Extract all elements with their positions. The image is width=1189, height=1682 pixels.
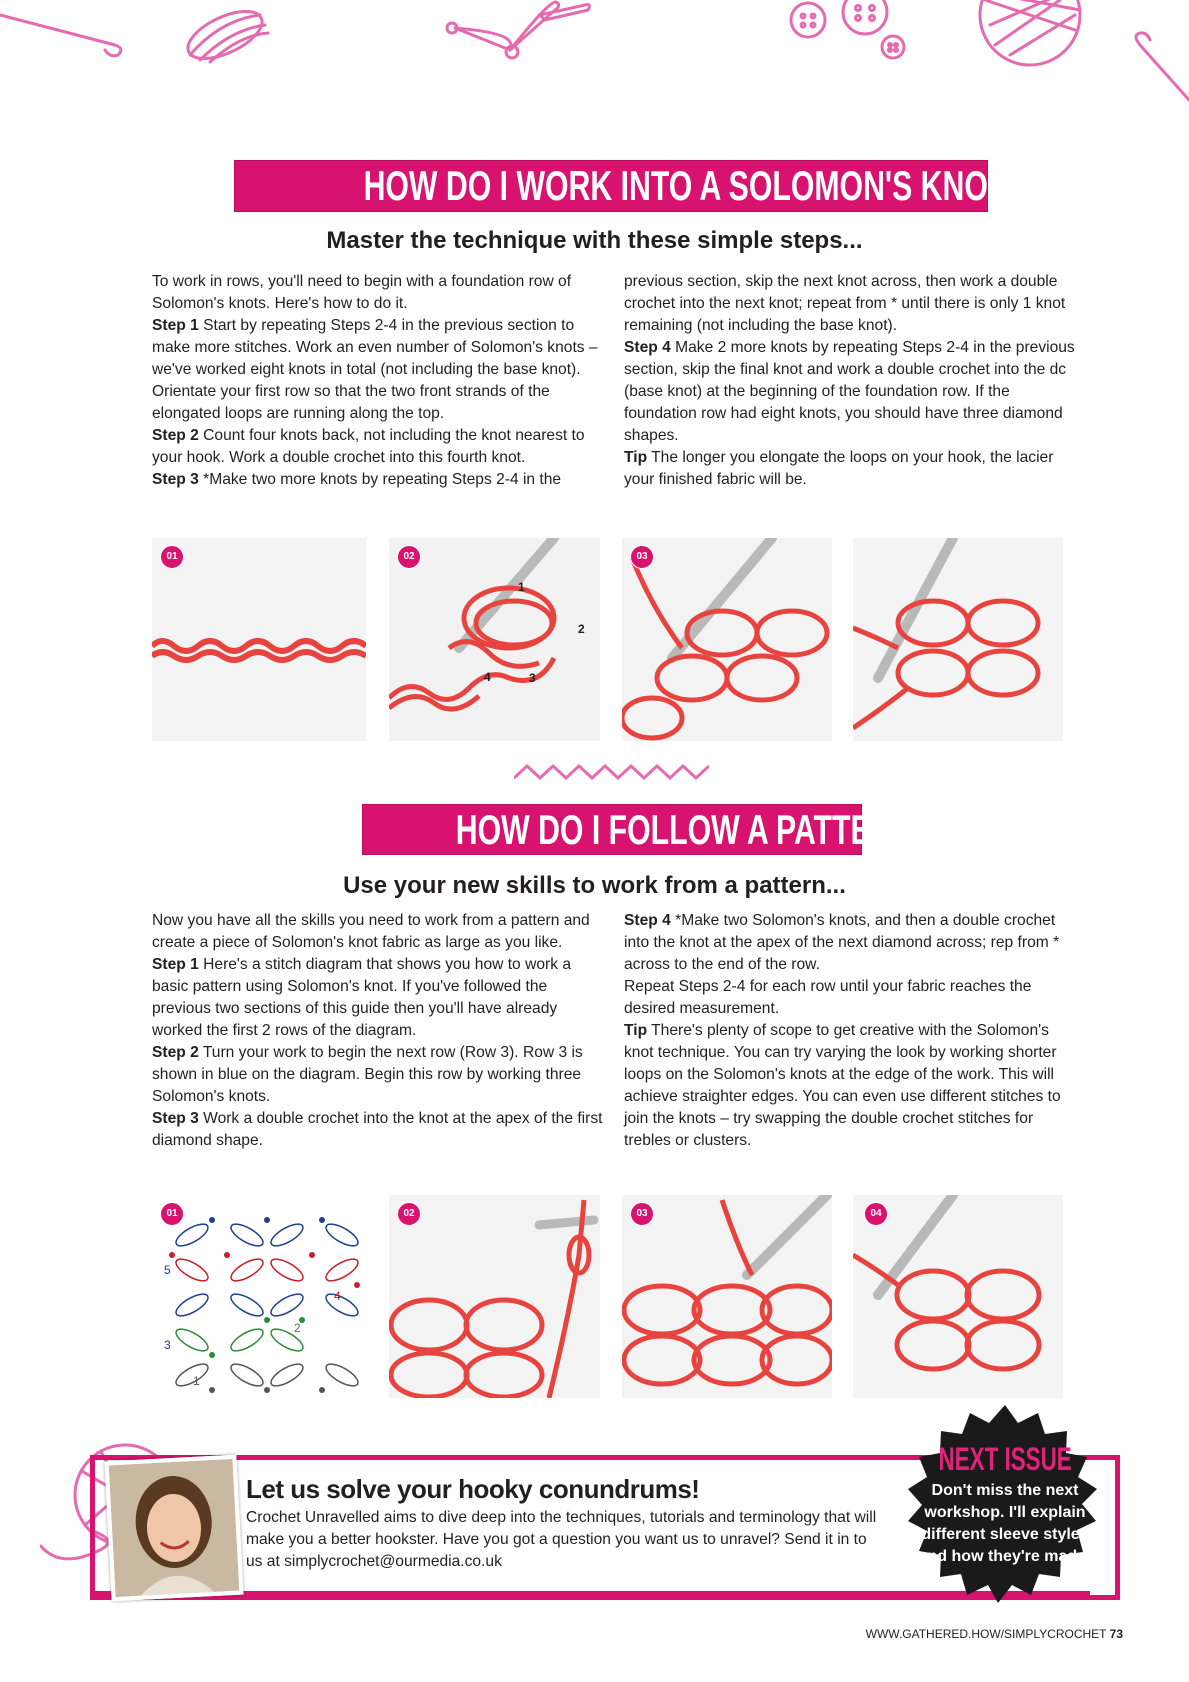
paragraph: Now you have all the skills you need to work from a pattern and create a piece of Solomon's knot fabric as large as you like. xyxy=(152,912,590,951)
paragraph: Step 2 Turn your work to begin the next row (Row 3). Row 3 is shown in blue on the diagram. Begin this row by working three Solomon's knots. xyxy=(152,1044,583,1105)
author-photo xyxy=(104,1455,243,1602)
crochet-hook-icon xyxy=(1136,33,1189,100)
step-photo-02 xyxy=(389,538,600,741)
step-badge: 02 xyxy=(397,1202,421,1226)
paragraph: Step 1 Start by repeating Steps 2-4 in the previous section to make more stitches. Work an even number of Solomon's knots – we've worked eight knots in total (not including the base knot). Orientate your first row so that the two front strands of the elongated loops are running along the top. xyxy=(152,317,598,422)
section2-heading: HOW DO I FOLLOW A PATTERN? xyxy=(363,805,861,854)
step-photo-04 xyxy=(853,538,1063,741)
paragraph: Step 3 *Make two more knots by repeating Steps 2-4 in the xyxy=(152,471,562,488)
safety-pin-icon xyxy=(447,23,512,49)
promo-title: Let us solve your hooky conundrums! xyxy=(246,1474,700,1504)
step-photo-03 xyxy=(622,538,832,741)
diagram-label: 2 xyxy=(578,622,585,636)
step-photo-02 xyxy=(389,1195,600,1398)
paragraph: Tip There's plenty of scope to get creative with the Solomon's knot technique. You can try varying the look by working shorter loops on the Solomon's knots at the edge of the work. This will achieve straighter edges. You can even use different stitches to join the knots – try swapping the double crochet stitches for trebles or clusters. xyxy=(624,1022,1061,1149)
header-doodles xyxy=(0,0,1189,110)
button-icon xyxy=(882,36,904,58)
paragraph: Repeat Steps 2-4 for each row until your fabric reaches the desired measurement. xyxy=(624,978,1032,1017)
diagram-row-label: 1 xyxy=(193,1374,200,1388)
section1-heading: HOW DO I WORK INTO A SOLOMON'S KNOT? xyxy=(235,161,987,211)
button-icon xyxy=(843,0,887,34)
step-badge: 01 xyxy=(160,1202,184,1226)
step-badge: 02 xyxy=(397,545,421,569)
step-photo-04 xyxy=(853,1195,1063,1398)
paragraph: Step 3 Work a double crochet into the knot at the apex of the first diamond shape. xyxy=(152,1110,603,1149)
promo-text: Crochet Unravelled aims to dive deep into the techniques, tutorials and terminology that will make you a better hookster. Have you got a question you want us to unravel? Send it in to us at simplycrochet@ourmedia.co.uk xyxy=(246,1509,877,1570)
diagram-label: 4 xyxy=(484,670,491,684)
section2-subheading: Use your new skills to work from a pattern... xyxy=(343,872,846,899)
paragraph: To work in rows, you'll need to begin with a foundation row of Solomon's knots. Here's how to do it. xyxy=(152,273,572,312)
diagram-row-label: 4 xyxy=(334,1289,341,1303)
paragraph: previous section, skip the next knot across, then work a double crochet into the next knot; repeat from * until there is only 1 knot remaining (not including the base knot). xyxy=(624,273,1066,334)
zigzag-divider xyxy=(514,764,709,780)
paragraph: Step 4 Make 2 more knots by repeating Steps 2-4 in the previous section, skip the final knot and work a double crochet into the dc (base knot) at the beginning of the foundation row. If the foundation row had eight knots, you should have three diamond shapes. xyxy=(624,339,1075,444)
yarn-ball-icon xyxy=(980,0,1080,65)
step-photo-03 xyxy=(622,1195,832,1398)
button-icon xyxy=(791,3,825,37)
step-badge: 04 xyxy=(864,1202,888,1226)
section1-subheading: Master the technique with these simple steps... xyxy=(326,227,863,254)
diagram-row-label: 5 xyxy=(164,1263,171,1277)
step-badge: 03 xyxy=(630,1202,654,1226)
diagram-row-label: 2 xyxy=(294,1321,301,1335)
page-number: 73 xyxy=(1109,1627,1123,1641)
step-photo-01 xyxy=(152,538,366,741)
section2-left-column xyxy=(152,910,607,1152)
step-badge: 01 xyxy=(160,545,184,569)
diagram-row-label: 3 xyxy=(164,1338,171,1352)
crochet-hook-icon xyxy=(0,15,121,56)
safety-pin-icon xyxy=(506,2,559,58)
paragraph: Step 2 Count four knots back, not including the knot nearest to your hook. Work a double crochet into this fourth knot. xyxy=(152,427,585,466)
next-issue-text: Don't miss the next workshop. I'll explain different sleeve styles and how they're made! xyxy=(918,1482,1092,1565)
diagram-label: 1 xyxy=(518,580,525,594)
paragraph: Step 4 *Make two Solomon's knots, and then a double crochet into the knot at the apex of the next diamond across; rep from * across to the end of the row. xyxy=(624,912,1060,973)
paragraph: Step 1 Here's a stitch diagram that shows you how to work a basic pattern using Solomon's knot. If you've followed the previous two sections of this guide then you'll have already worked the first 2 rows of the diagram. xyxy=(152,956,571,1039)
footer-url: WWW.GATHERED.HOW/SIMPLYCROCHET xyxy=(865,1627,1107,1641)
page-footer xyxy=(866,1627,1123,1641)
section1-left-column xyxy=(152,271,607,491)
section2-right-column xyxy=(624,910,1079,1152)
step-badge: 03 xyxy=(630,545,654,569)
diagram-label: 3 xyxy=(529,671,536,685)
next-issue-title: NEXT ISSUE xyxy=(938,1441,1072,1477)
section1-right-column xyxy=(624,271,1079,491)
yarn-skein-icon xyxy=(181,2,269,68)
paragraph: Tip The longer you elongate the loops on your hook, the lacier your finished fabric will be. xyxy=(624,449,1054,488)
